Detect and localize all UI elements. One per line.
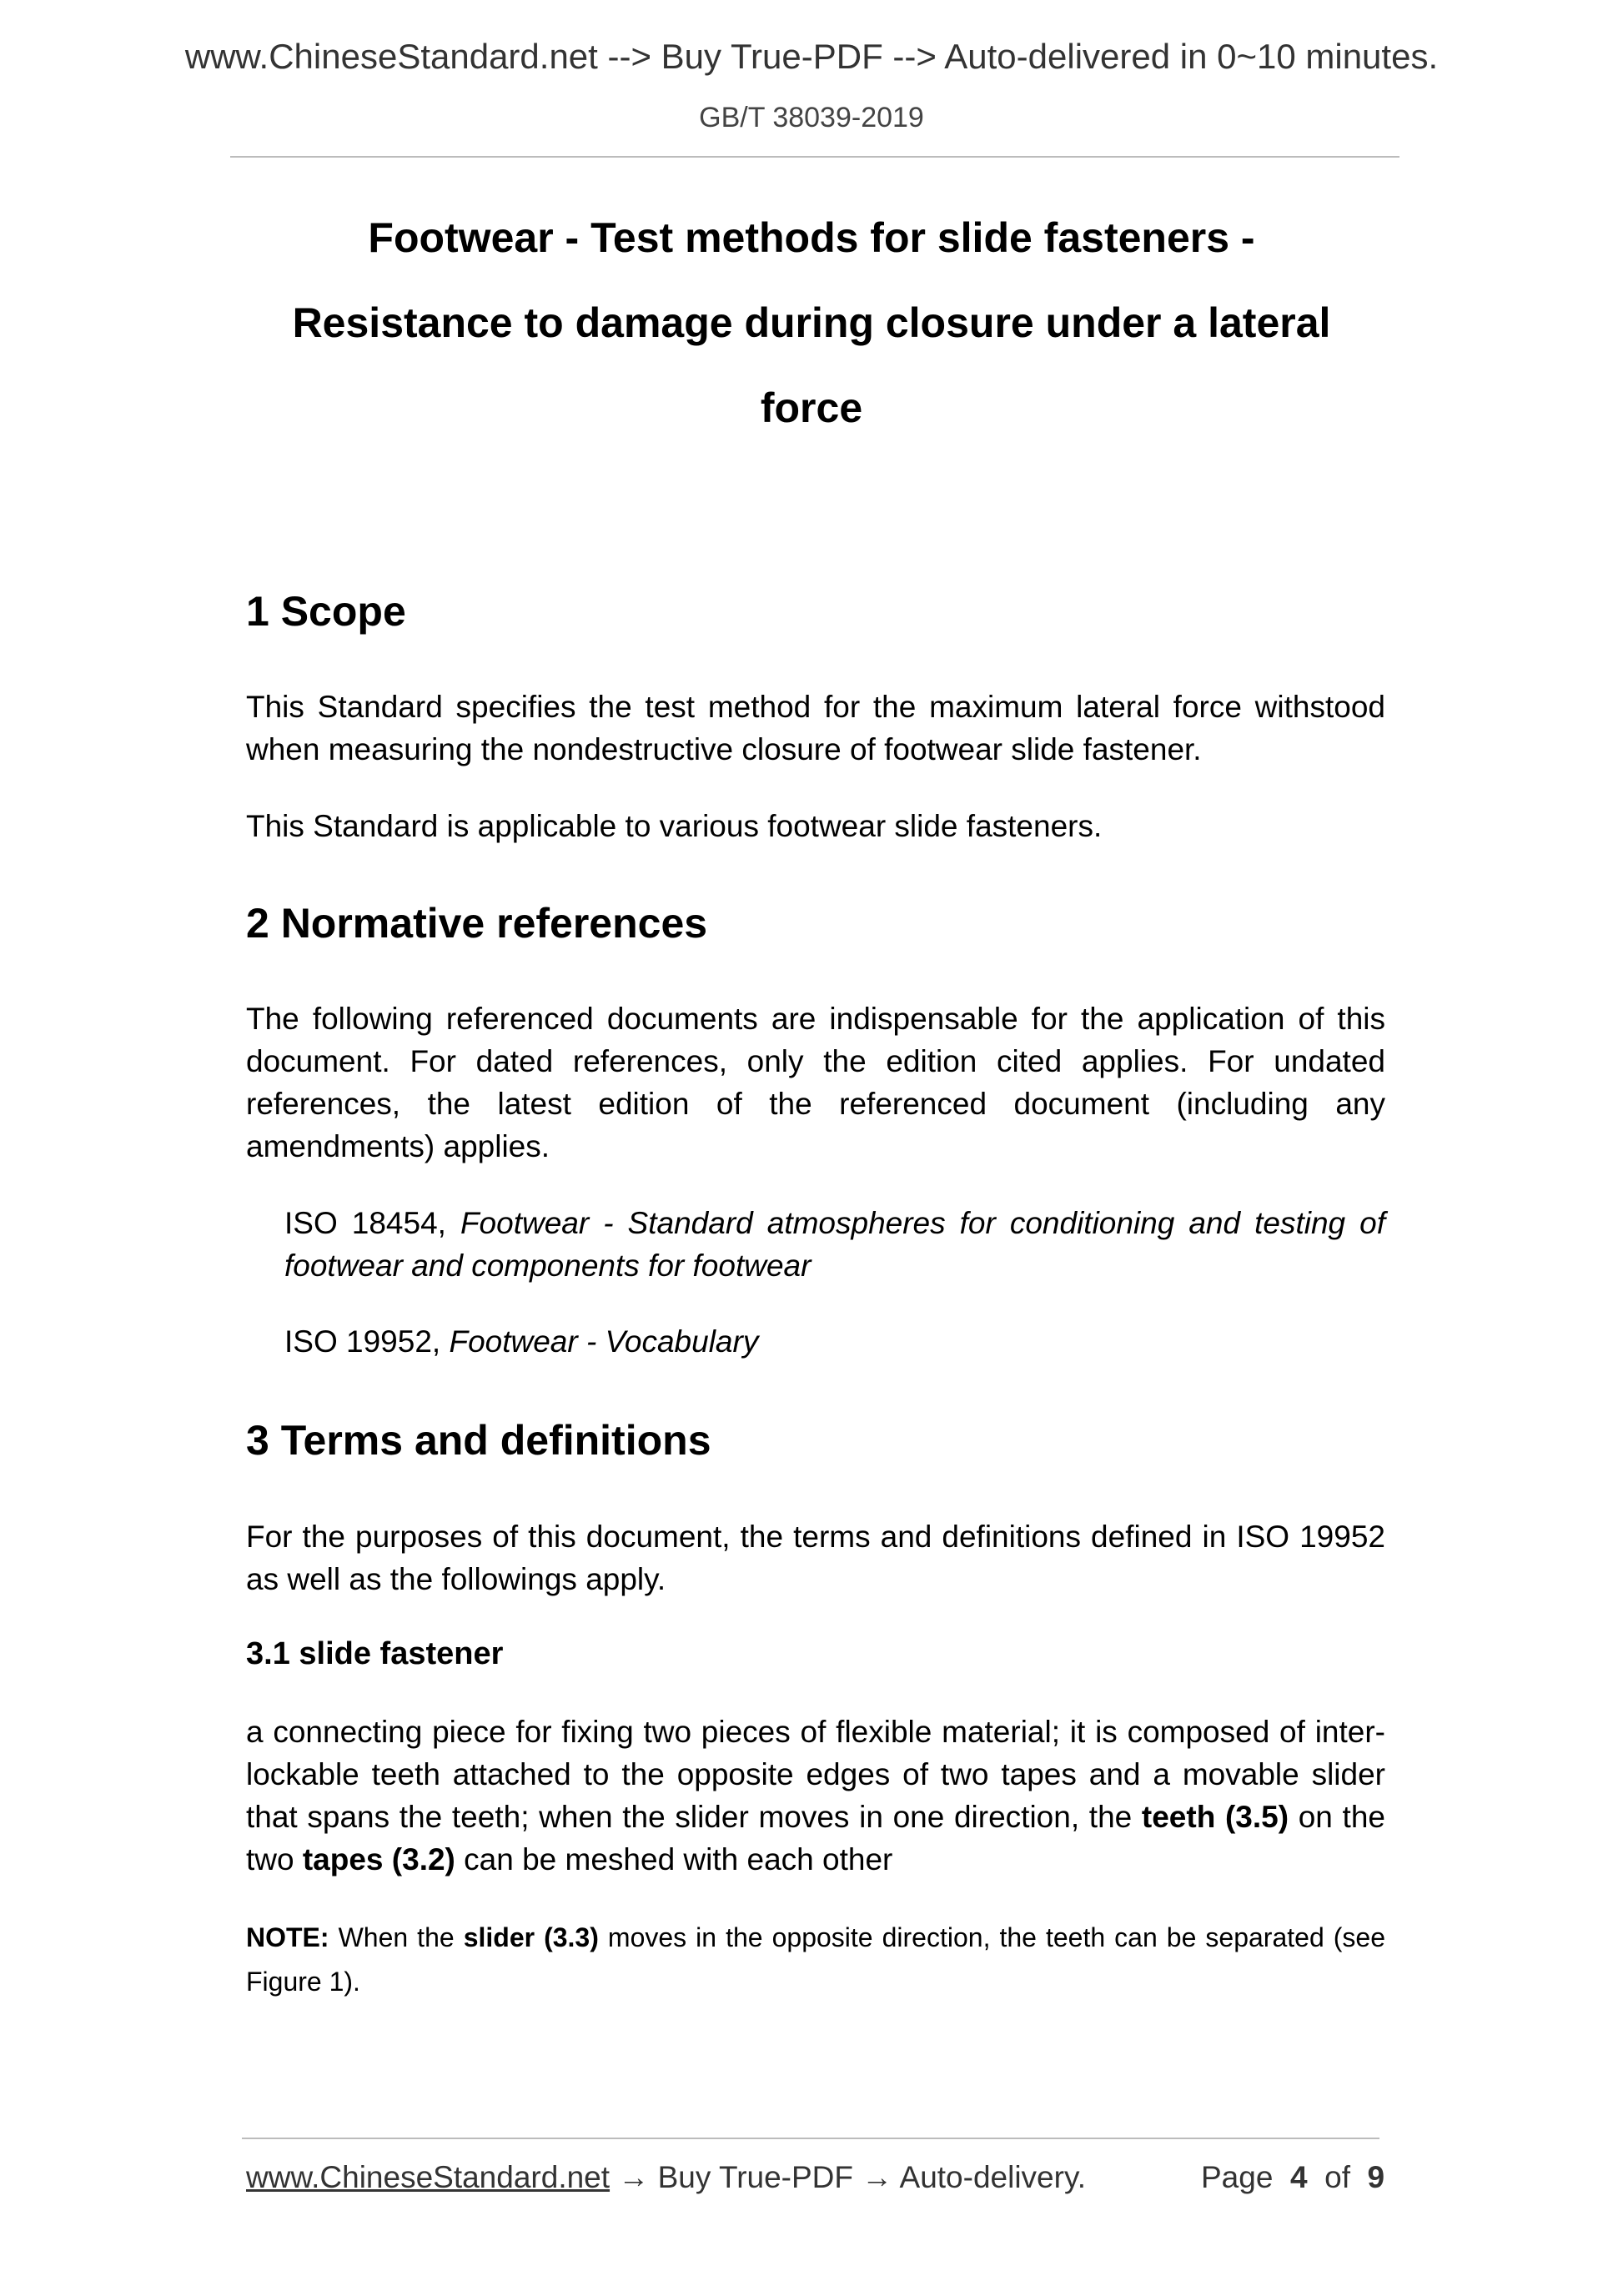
document-title-line-2: Resistance to damage during closure under a lateral <box>292 299 1331 346</box>
top-banner-link[interactable]: www.ChineseStandard.net --> Buy True-PDF --> Auto-delivered in 0~10 minutes. <box>184 37 1439 76</box>
note-label: NOTE: <box>246 1922 329 1952</box>
definition-text: a connecting piece for fixing two pieces of flexible material; it is composed of inter-lockable teeth attached to the opposite edges of two tapes and a movable slider that spans the teeth; when the slider moves in one direction, the <box>246 1715 1385 1834</box>
footer-promo <box>246 2160 1086 2195</box>
reference-title: Footwear - Standard atmospheres for conditioning and testing of footwear and components for footwear <box>284 1206 1385 1283</box>
definition-text: on the two <box>246 1800 1385 1876</box>
current-page-number: 4 <box>1289 2160 1308 2194</box>
reference-code: ISO 19952, <box>284 1324 450 1359</box>
section-heading-terms-definitions: 3 Terms and definitions <box>246 1417 711 1464</box>
term-definition-slide-fastener <box>246 1711 1385 1881</box>
footer-website-link[interactable]: www.ChineseStandard.net <box>246 2160 611 2194</box>
note-text: When the <box>329 1922 464 1952</box>
footer-divider <box>242 2138 1379 2139</box>
definition-text: can be meshed with each other <box>455 1842 893 1876</box>
scope-paragraph-2: This Standard is applicable to various footwear slide fasteners. <box>246 809 1103 843</box>
page-indicator <box>1201 2160 1384 2195</box>
footer-promo-text: → Buy True-PDF → Auto-delivery. <box>610 2160 1086 2194</box>
note-crossref-slider: slider (3.3) <box>463 1922 599 1952</box>
section-heading-normative-references: 2 Normative references <box>246 900 708 947</box>
definition-crossref-tapes: tapes (3.2) <box>302 1842 455 1876</box>
document-title-line-3: force <box>760 384 863 431</box>
reference-item <box>284 1320 1385 1363</box>
normative-references-paragraph: The following referenced documents are indispensable for the application of this document. For dated references, only the edition cited applies. For undated references, the latest edition of the referenced document (including any amendments) applies. <box>246 1002 1385 1163</box>
section-heading-scope: 1 Scope <box>246 588 406 635</box>
reference-item <box>284 1202 1385 1287</box>
page-label: Page <box>1201 2160 1274 2194</box>
scope-paragraph-1: This Standard specifies the test method for the maximum lateral force withstood when measuring the nondestructive closure of footwear slide fastener. <box>246 690 1385 766</box>
reference-title: Footwear - Vocabulary <box>449 1324 759 1359</box>
term-note <box>246 1916 1385 2004</box>
header-divider <box>230 156 1399 158</box>
note-text: moves in the opposite direction, the teeth can be separated (see Figure 1). <box>246 1922 1386 1997</box>
reference-code: ISO 18454, <box>284 1206 460 1240</box>
total-pages-number: 9 <box>1367 2160 1385 2194</box>
of-label: of <box>1324 2160 1350 2194</box>
document-title-line-1: Footwear - Test methods for slide fasteners - <box>368 214 1255 261</box>
definition-crossref-teeth: teeth (3.5) <box>1141 1800 1289 1834</box>
terms-paragraph: For the purposes of this document, the terms and definitions defined in ISO 19952 as well as the followings apply. <box>246 1520 1385 1596</box>
term-heading-slide-fastener: 3.1 slide fastener <box>246 1636 504 1671</box>
standard-code: GB/T 38039-2019 <box>699 102 924 133</box>
